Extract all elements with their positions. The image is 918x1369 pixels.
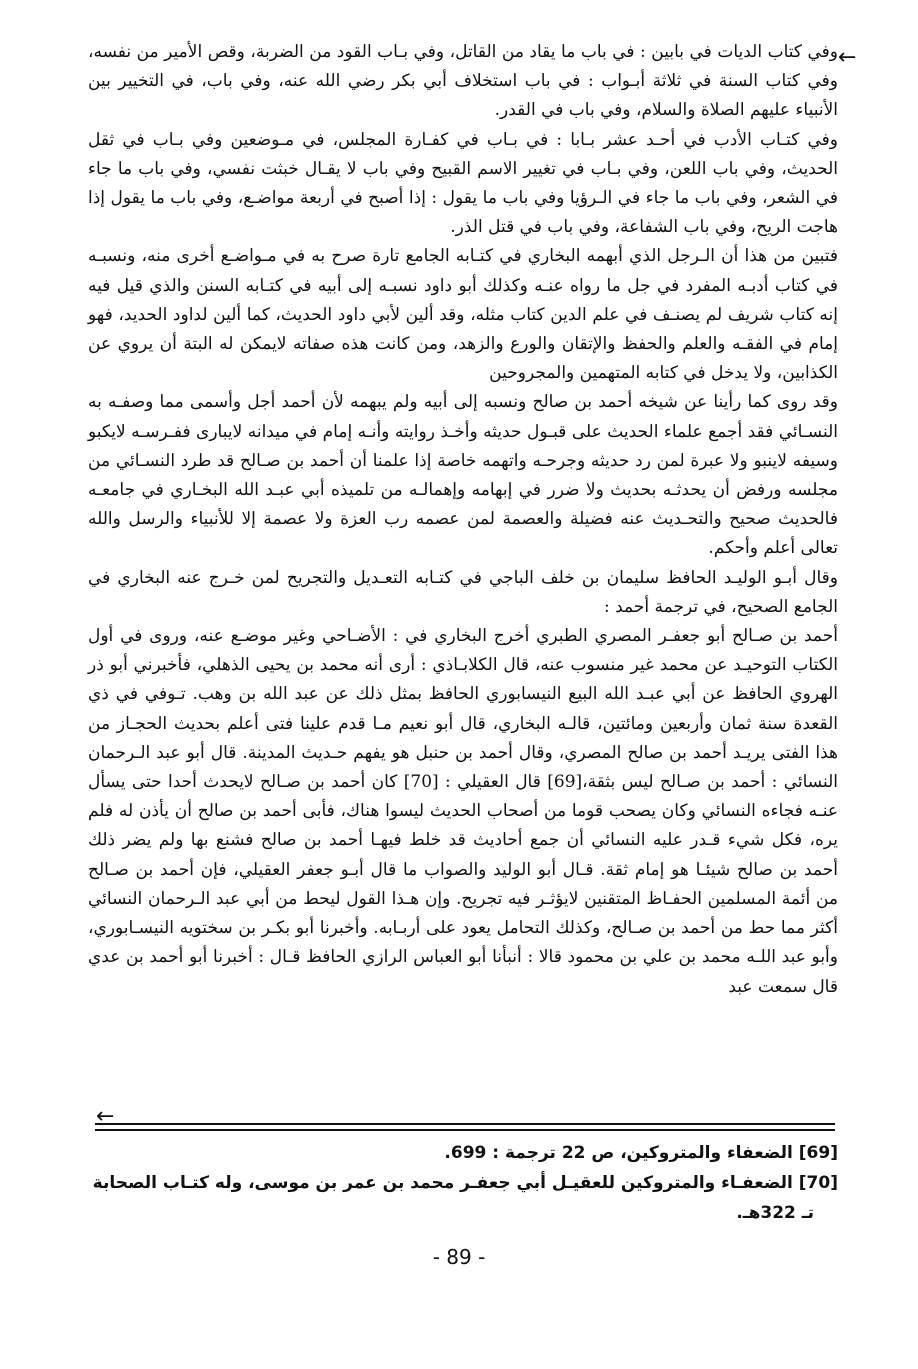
page-number: - 89 - <box>432 1245 486 1269</box>
arrow-left-icon: ← <box>96 1104 115 1129</box>
paragraph-conclusion: فتبين من هذا أن الـرجل الذي أبهمه البخاري في كتـابه الجامع تارة صرح به في مـواضـع أخرى منه، ونسبـه في كتاب أدبـه المفرد في جل ما رواه عنـه وكذلك أبو داود نسبـه إلى أبيه في كتـابه السنن والذي قيل فيه إنه كتاب شريف لم يصنـف في علم الدين كتاب مثله، وقد ألين لأبي داود الحديث، كما ألين لداود الحديد، فهو إمام في الفقـه والعلم والحفظ والإتقان والورع والزهد، ومن كانت هذه صفاته لايمكن له البتة أن يروي عن الكذابين، ولا يدخل في كتابه المتهمين والمجروحين <box>88 246 838 384</box>
paragraph-diyat: وفي كتاب الديات في بابين : في باب ما يقاد من القاتل، وفي بـاب القود من الضربة، وقص الأمير من نفسه، وفي كتاب السنة في ثلاثة أبـواب : في باب استخلاف أبي بكر رضي الله عنه، وفي باب، في التخيير بين الأنبياء عليهم الصلاة والسلام، وفي باب في القدر. <box>88 42 838 121</box>
paragraph-adab: وفي كتـاب الأدب في أحـد عشر بـابا : في بـاب في كفـارة المجلس، في مـوضعين وفي بـاب في ثقل الحديث، وفي باب اللعن، وفي بـاب في تغيير الاسم القبيح وفي باب لا يقـال خبثت نفسي، وفي باب ما جاء في الشعر، وفي باب ما جاء في الـرؤيا وفي باب ما يقول : إذا أصبح في أربعة مواضـع، وفي باب ما يقول إذا هاجت الريح، وفي باب الشفاعة، وفي باب في قتل الذر. <box>88 129 838 238</box>
footnote-divider <box>95 1129 835 1131</box>
page-body <box>88 38 838 1002</box>
paragraph-biography: أحمد بن صـالح أبو جعفـر المصري الطبري أخرج البخاري في : الأضـاحي وغير موضـع عنه، وروى في أول الكتاب التوحيـد عن محمد غير منسوب عنه، قال الكلابـاذي : أرى أنه محمد بن يحيى الذهلي، فأخبرني أبو ذر الهروي الحافظ عن أبي عبـد الله البيع النيسابوري الحافظ بمثل ذلك عن عبد الله بن وهب. تـوفي في ذي القعدة سنة ثمان وأربعين ومائتين، قالـه البخاري، قال أبو نعيم مـا قدم علينا فتى أعلم بحديث الحجـاز من هذا الفتى يريـد أحمد بن صالح المصري، وقال أحمد بن حنبل هو يفهم حـديث المدينة. قال أبو عبد الـرحمان النسائي : أحمد بن صـالح ليس بثقة،[69] قال العقيلي : [70] كان أحمد بن صـالح لايحدث أحدا حتى يسأل عنـه فجاءه النسائي وكان يصحب قوما من أصحاب الحديث ليسوا هناك، فأبى أحمد بن صالح أن يأذن له فلم يره، فكل شيء قـدر عليه النسائي أن جمع أحاديث قد خلط فيهـا أحمد بن صالح فشنع بها ولم يضر ذلك أحمد بن صالح شيئـا هو إمام ثقة. قـال أبو الوليد والصواب ما قال أبـو جعفر العقيلي، فإن أحمد بن صـالح من أئمة المسلمين الحفـاظ المتقنين لايؤثـر فيه تجريح. وإن هـذا القول ليحط من أبي عبد الـرحمان النسائي أكثر مما حط من أحمد بن صـالح، وكذلك التحامل يعود على أربـابه. وأخبرنا أبو بكـر بن سختويه النيسـابوري، وأبو عبد اللـه محمد بن علي بن محمود قالا : أنبأنا أبو العباس الرازي الحافظ قـال : أخبرنا أبو أحمد بن عدي قال سمعت عبد <box>88 626 838 997</box>
footnote-70: [70] الضعفـاء والمتروكين للعقيـل أبي جعفـر محمد بن عمر بن موسى، وله كتـاب الصحابة <box>92 1173 838 1193</box>
paragraph-baji-intro: وقال أبـو الوليـد الحافظ سليمان بن خلف الباجي في كتـابه التعـديل والتجريح لمن خـرج عنه البخاري في الجامع الصحيح، في ترجمة أحمد : <box>88 567 838 617</box>
paragraph-ahmad-ibn-salih: وقد روى كما رأينا عن شيخه أحمد بن صالح ونسبه إلى أبيه ولم يبهمه لأن أحمد أجل وأسمى مما وصفـه به النسـائي فقد أجمع علماء الحديث على قبـول حديثه وأخـذ روايته وأنـه إمام في ميدانه لايبارى ففـرسـه لايكبو وسيفه لاينبو ولا عبرة لمن رد حديثه وجرحـه واتهمه خاصة إذا علمنا أن أحمد بن صـالح قد طرد النسـائي من مجلسه ورفض أن يحدثـه بحديث ولا ضرر في إبهامه وإهمالـه من تلميذه أبي عبـد الله البخـاري في جامعـه فالحديث صحيح والتحـديث عنه فضيلة والعصمة لمن عصمه رب العزة ولا عصمة إلا للأنبياء والرسل والله تعالى أعلم وأحكم. <box>88 392 838 559</box>
footnote-69: [69] الضعفاء والمتروكين، ص 22 ترجمة : 699. <box>444 1143 838 1163</box>
footnote-divider <box>95 1123 835 1125</box>
footnotes <box>88 1138 838 1228</box>
footnote-70-continuation: تـ 322هـ. <box>736 1203 814 1223</box>
arrow-left-icon: ← <box>838 45 857 70</box>
